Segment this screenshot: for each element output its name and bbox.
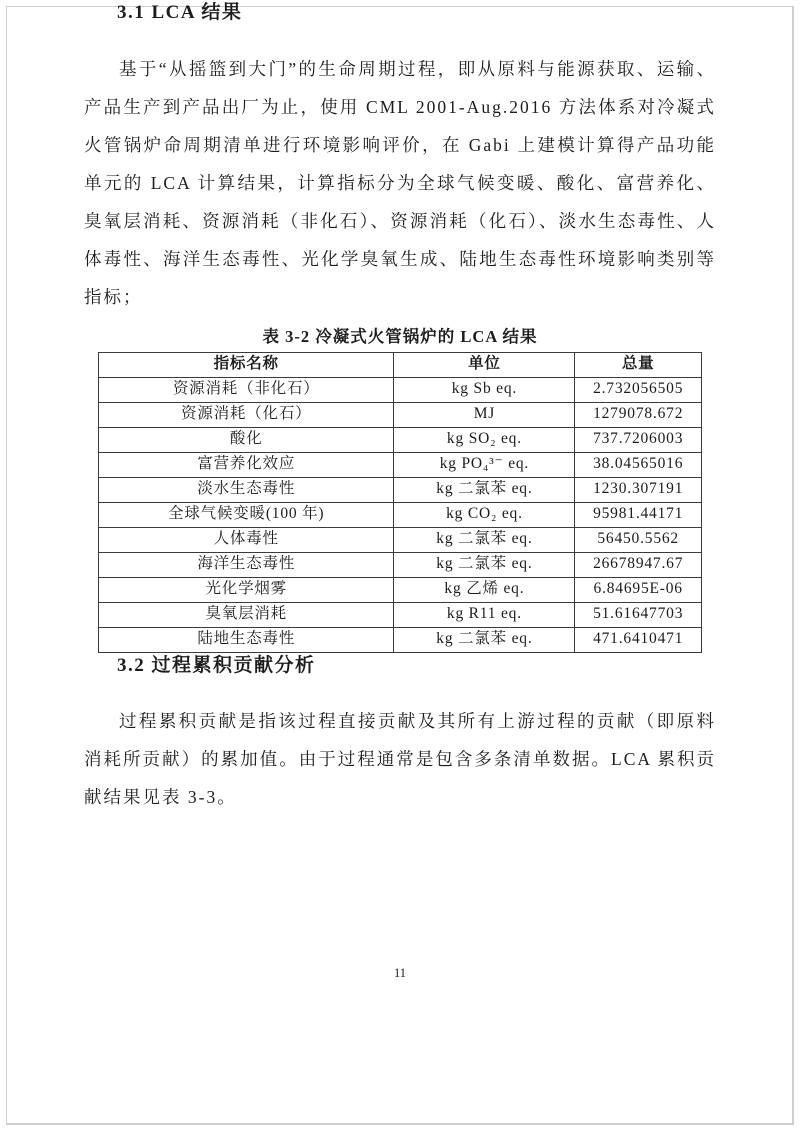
unit-cell: kg PO₄³⁻ eq.: [394, 452, 575, 477]
indicator-cell: 臭氧层消耗: [99, 602, 394, 627]
section-heading-3-1: 3.1 LCA 结果: [117, 2, 243, 23]
unit-cell: kg Sb eq.: [394, 377, 575, 402]
unit-cell: kg CO₂ eq.: [394, 502, 575, 527]
table-row: [99, 477, 702, 502]
table-row: [99, 502, 702, 527]
page-number: 11: [393, 966, 407, 980]
unit-cell: kg 二氯苯 eq.: [394, 627, 575, 652]
table-row: [99, 602, 702, 627]
indicator-cell: 富营养化效应: [99, 452, 394, 477]
indicator-cell: 资源消耗（化石）: [99, 402, 394, 427]
table-row: [99, 402, 702, 427]
indicator-cell: 资源消耗（非化石）: [99, 377, 394, 402]
indicator-cell: 光化学烟雾: [99, 577, 394, 602]
value-cell: 6.84695E-06: [575, 577, 702, 602]
value-cell: 56450.5562: [575, 527, 702, 552]
indicator-cell: 酸化: [99, 427, 394, 452]
value-cell: 1279078.672: [575, 402, 702, 427]
table-row: [99, 552, 702, 577]
value-cell: 26678947.67: [575, 552, 702, 577]
unit-cell: kg 二氯苯 eq.: [394, 527, 575, 552]
table-row: [99, 527, 702, 552]
unit-cell: kg 二氯苯 eq.: [394, 552, 575, 577]
value-cell: 95981.44171: [575, 502, 702, 527]
indicator-cell: 人体毒性: [99, 527, 394, 552]
value-cell: 38.04565016: [575, 452, 702, 477]
indicator-cell: 陆地生态毒性: [99, 627, 394, 652]
value-cell: 1230.307191: [575, 477, 702, 502]
unit-cell: MJ: [394, 402, 575, 427]
paragraph-3-1: 基于“从摇篮到大门”的生命周期过程，即从原料与能源获取、运输、产品生产到产品出厂为止，使用 CML 2001-Aug.2016 方法体系对冷凝式火管锅炉命周期清单进行环境影响评价，在 Gabi 上建模计算得产品功能单元的 LCA 计算结果，计算指标分为全球气候变暖、酸化、富营养化、臭氧层消耗、资源消耗（非化石）、资源消耗（化石）、淡水生态毒性、人体毒性、海洋生态毒性、光化学臭氧生成、陆地生态毒性环境影响类别等指标；: [84, 58, 716, 307]
value-cell: 2.732056505: [575, 377, 702, 402]
table-caption: 表 3-2 冷凝式火管锅炉的 LCA 结果: [262, 326, 538, 346]
indicator-cell: 淡水生态毒性: [99, 477, 394, 502]
unit-cell: kg R11 eq.: [394, 602, 575, 627]
column-header-total: 总量: [575, 352, 702, 377]
value-cell: 51.61647703: [575, 602, 702, 627]
indicator-cell: 全球气候变暖(100 年): [99, 502, 394, 527]
section-heading-3-2: 3.2 过程累积贡献分析: [117, 654, 316, 676]
table-row: [99, 577, 702, 602]
page-content: [84, 0, 716, 816]
paragraph-3-2: 过程累积贡献是指该过程直接贡献及其所有上游过程的贡献（即原料消耗所贡献）的累加值。由于过程通常是包含多条清单数据。LCA 累积贡献结果见表 3-3。: [84, 711, 716, 808]
unit-cell: kg SO₂ eq.: [394, 427, 575, 452]
table-row: [99, 627, 702, 652]
unit-cell: kg 二氯苯 eq.: [394, 477, 575, 502]
column-header-unit: 单位: [394, 352, 575, 377]
table-header-row: [99, 352, 702, 377]
value-cell: 471.6410471: [575, 627, 702, 652]
value-cell: 737.7206003: [575, 427, 702, 452]
table-row: [99, 452, 702, 477]
indicator-cell: 海洋生态毒性: [99, 552, 394, 577]
column-header-indicator: 指标名称: [99, 352, 394, 377]
table-row: [99, 427, 702, 452]
lca-results-table: [98, 352, 702, 653]
unit-cell: kg 乙烯 eq.: [394, 577, 575, 602]
table-row: [99, 377, 702, 402]
